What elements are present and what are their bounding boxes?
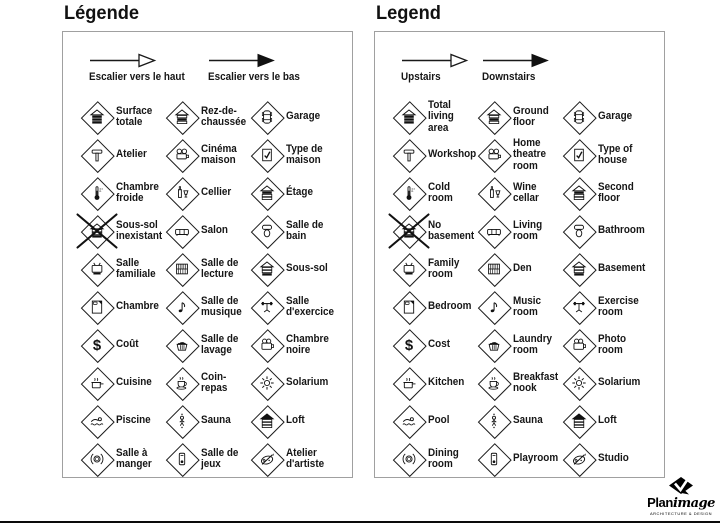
legend-item	[166, 440, 251, 478]
legend-item-label: Atelier d'artiste	[286, 446, 325, 470]
legend-item-label: Bathroom	[598, 224, 645, 237]
legend-row	[393, 364, 664, 402]
legend-item	[166, 364, 251, 402]
music-icon	[166, 291, 198, 323]
stairs-up-item	[89, 52, 195, 88]
legend-row	[393, 288, 664, 326]
legend-item-label: Solarium	[598, 376, 641, 389]
legend-item	[393, 212, 478, 250]
legend-row	[81, 174, 352, 212]
legend-item-label: Type of house	[598, 142, 633, 166]
stairs-arrows-row	[63, 52, 352, 88]
legend-item	[166, 250, 251, 288]
legend-item	[393, 402, 478, 440]
logo-text-image: image	[672, 496, 715, 511]
toilet-icon	[563, 215, 595, 247]
camera-icon	[563, 329, 595, 361]
legend-item	[478, 250, 563, 288]
stairs-down-label: Escalier vers le bas	[208, 71, 301, 83]
legend-item	[563, 364, 648, 402]
stairs-up-label: Escalier vers le haut	[89, 71, 185, 83]
legend-item-label: Coin-repas	[201, 370, 228, 394]
legend-item-label: Cinéma maison	[201, 142, 237, 166]
legend-item-label: Den	[513, 262, 532, 275]
pot-icon	[81, 367, 113, 399]
legend-item-label: Living room	[513, 218, 543, 242]
floors-loft-icon	[563, 405, 595, 437]
legend-grid-fr	[81, 98, 352, 478]
legend-item	[393, 136, 478, 174]
legend-row	[393, 250, 664, 288]
legend-item-label: Sauna	[201, 414, 231, 427]
legend-item	[166, 174, 251, 212]
laundry-icon	[166, 329, 198, 361]
thermometer-icon	[81, 177, 113, 209]
stairs-down-label: Downstairs	[482, 71, 536, 83]
legend-row	[393, 212, 664, 250]
legend-item-label: Salle familiale	[116, 256, 156, 280]
legend-panel-en	[374, 3, 665, 478]
legend-item	[478, 326, 563, 364]
legend-row	[393, 402, 664, 440]
floors-second-icon	[251, 177, 283, 209]
wine-icon	[478, 177, 510, 209]
legend-item-label: Coût	[116, 338, 139, 351]
bookshelf-icon	[166, 253, 198, 285]
floors-second-icon	[563, 177, 595, 209]
legend-item	[81, 326, 166, 364]
legend-item	[393, 98, 478, 136]
floors-basement-icon	[251, 253, 283, 285]
legend-item	[251, 174, 336, 212]
legend-item-label: Home theatre room	[513, 136, 547, 172]
legend-grid-en	[393, 98, 664, 478]
legend-item-label: Sous-sol	[286, 262, 328, 275]
toy-icon	[166, 443, 198, 475]
thermometer-icon	[393, 177, 425, 209]
tv-icon	[81, 253, 113, 285]
legend-item-label: Dining room	[428, 446, 459, 470]
legend-item-label: Cuisine	[116, 376, 152, 389]
legend-item	[478, 440, 563, 478]
sofa-icon	[166, 215, 198, 247]
legend-row	[393, 326, 664, 364]
floors-total-icon	[81, 101, 113, 133]
legend-item	[478, 136, 563, 174]
legend-item-label: No basement	[428, 218, 475, 242]
sun-icon	[251, 367, 283, 399]
floors-loft-icon	[251, 405, 283, 437]
legend-item	[251, 326, 336, 364]
legend-item	[251, 402, 336, 440]
legend-item	[563, 250, 648, 288]
stairs-down-arrow-icon	[482, 52, 550, 69]
legend-row	[81, 98, 352, 136]
legend-item-label: Salle à manger	[116, 446, 152, 470]
legend-item	[563, 326, 648, 364]
legend-item	[563, 212, 648, 250]
legend-item	[166, 288, 251, 326]
legend-row	[81, 402, 352, 440]
legend-row	[81, 440, 352, 478]
no-basement-icon	[393, 215, 425, 247]
legend-item-label: Total living area	[428, 98, 454, 134]
legend-item-label: Salle de musique	[201, 294, 242, 318]
pot-icon	[393, 367, 425, 399]
swimmer-icon	[393, 405, 425, 437]
legend-item	[81, 402, 166, 440]
legend-item-label: Music room	[513, 294, 542, 318]
legend-item-label: Second floor	[598, 180, 634, 204]
legend-item	[393, 174, 478, 212]
legend-item	[166, 326, 251, 364]
legend-row	[393, 440, 664, 478]
legend-item-label: Garage	[598, 110, 633, 123]
legend-item-label: Pool	[428, 414, 450, 427]
legend-item-label: Garage	[286, 110, 321, 123]
plate-icon	[81, 443, 113, 475]
legend-item-label: Laundry room	[513, 332, 553, 356]
laundry-icon	[478, 329, 510, 361]
legend-item-label: Basement	[598, 262, 646, 275]
legend-item	[251, 364, 336, 402]
checklist-icon	[563, 139, 595, 171]
legend-item-label: Studio	[598, 452, 629, 465]
legend-panel-fr	[62, 3, 353, 478]
legend-item-label: Piscine	[116, 414, 151, 427]
dollar-icon	[393, 329, 425, 361]
hammer-icon	[81, 139, 113, 171]
legend-item-label: Loft	[286, 414, 305, 427]
legend-row	[81, 364, 352, 402]
legend-item-label: Cost	[428, 338, 451, 351]
legend-item-label: Étage	[286, 186, 313, 199]
legend-item	[478, 364, 563, 402]
legend-item	[251, 136, 336, 174]
logo-tagline: ARCHITECTURE & DESIGN	[649, 511, 713, 516]
legend-item-label: Salle de lavage	[201, 332, 239, 356]
legend-item-label: Salle de jeux	[201, 446, 239, 470]
legend-item	[81, 440, 166, 478]
checklist-icon	[251, 139, 283, 171]
legend-item-label: Solarium	[286, 376, 329, 389]
legend-item	[563, 402, 648, 440]
stairs-up-item	[401, 52, 469, 88]
legend-row	[81, 136, 352, 174]
stairs-down-arrow-icon	[208, 52, 276, 69]
toilet-icon	[251, 215, 283, 247]
stairs-up-label: Upstairs	[401, 71, 441, 83]
legend-item	[81, 250, 166, 288]
panel-box-fr	[62, 31, 353, 478]
legend-row	[81, 250, 352, 288]
legend-item-label: Exercise room	[598, 294, 639, 318]
legend-item	[81, 212, 166, 250]
legend-item-label: Ground floor	[513, 104, 549, 128]
legend-item	[393, 440, 478, 478]
sun-icon	[563, 367, 595, 399]
legend-item-label: Playroom	[513, 452, 559, 465]
legend-item	[563, 174, 648, 212]
legend-row	[81, 212, 352, 250]
legend-item-label: Type de maison	[286, 142, 323, 166]
floors-ground-icon	[166, 101, 198, 133]
legend-item	[563, 136, 648, 174]
exercise-icon	[251, 291, 283, 323]
legend-item-label: Breakfast nook	[513, 370, 559, 394]
legend-item	[166, 98, 251, 136]
planimage-wordmark	[646, 496, 716, 510]
stairs-up-arrow-icon	[401, 52, 469, 69]
legend-item-label: Kitchen	[428, 376, 465, 389]
legend-item-label: Bedroom	[428, 300, 472, 313]
legend-item-label: Salle d'exercice	[286, 294, 335, 318]
legend-item-label: Atelier	[116, 148, 147, 161]
legend-item	[478, 402, 563, 440]
legend-item-label: Loft	[598, 414, 617, 427]
legend-item	[478, 288, 563, 326]
legend-item-label: Rez-de-chaussée	[201, 104, 247, 128]
legend-item	[393, 326, 478, 364]
planimage-logo	[646, 477, 716, 516]
legend-item-label: Sous-sol inexistant	[116, 218, 163, 242]
legend-item	[393, 364, 478, 402]
panel-box-en	[374, 31, 665, 478]
legend-item	[393, 250, 478, 288]
projector-icon	[478, 139, 510, 171]
legend-item	[166, 136, 251, 174]
cup-icon	[166, 367, 198, 399]
legend-row	[393, 136, 664, 174]
stairs-up-arrow-icon	[89, 52, 157, 69]
hammer-icon	[393, 139, 425, 171]
sauna-person-icon	[478, 405, 510, 437]
bookshelf-icon	[478, 253, 510, 285]
legend-item	[81, 288, 166, 326]
legend-item-label: Photo room	[598, 332, 627, 356]
legend-item-label: Workshop	[428, 148, 477, 161]
legend-item	[563, 98, 648, 136]
no-basement-icon	[81, 215, 113, 247]
legend-item	[478, 98, 563, 136]
legend-item-label: Wine cellar	[513, 180, 539, 204]
legend-item	[251, 98, 336, 136]
legend-item	[393, 288, 478, 326]
floors-basement-icon	[563, 253, 595, 285]
legend-item	[81, 136, 166, 174]
bed-icon	[81, 291, 113, 323]
camera-icon	[251, 329, 283, 361]
sauna-person-icon	[166, 405, 198, 437]
sofa-icon	[478, 215, 510, 247]
palette-icon	[563, 443, 595, 475]
exercise-icon	[563, 291, 595, 323]
legend-item	[251, 250, 336, 288]
tv-icon	[393, 253, 425, 285]
legend-item-label: Cold room	[428, 180, 453, 204]
legend-item	[81, 364, 166, 402]
floors-total-icon	[393, 101, 425, 133]
legend-item	[251, 440, 336, 478]
legend-item-label: Cellier	[201, 186, 232, 199]
palette-icon	[251, 443, 283, 475]
car-icon	[563, 101, 595, 133]
stairs-arrows-row	[375, 52, 664, 88]
bed-icon	[393, 291, 425, 323]
projector-icon	[166, 139, 198, 171]
legend-item	[251, 288, 336, 326]
legend-row	[81, 326, 352, 364]
legend-item	[563, 440, 648, 478]
dollar-icon	[81, 329, 113, 361]
legend-item	[251, 212, 336, 250]
legend-item	[478, 212, 563, 250]
legend-row	[81, 288, 352, 326]
swimmer-icon	[81, 405, 113, 437]
logo-text-plan: Plan	[647, 495, 673, 510]
stairs-down-item	[482, 52, 550, 88]
legend-item-label: Family room	[428, 256, 460, 280]
legend-item	[478, 174, 563, 212]
cup-icon	[478, 367, 510, 399]
legend-item	[166, 212, 251, 250]
legend-item-label: Salle de bain	[286, 218, 324, 242]
floors-ground-icon	[478, 101, 510, 133]
wine-icon	[166, 177, 198, 209]
panel-title-fr: Légende	[64, 3, 139, 24]
legend-item-label: Salon	[201, 224, 228, 237]
panel-title-en: Legend	[376, 3, 441, 24]
music-icon	[478, 291, 510, 323]
legend-item-label: Chambre noire	[286, 332, 329, 356]
legend-item-label: Surface totale	[116, 104, 153, 128]
legend-item-label: Sauna	[513, 414, 543, 427]
legend-row	[393, 174, 664, 212]
plate-icon	[393, 443, 425, 475]
stairs-down-item	[208, 52, 310, 88]
car-icon	[251, 101, 283, 133]
legend-item-label: Chambre	[116, 300, 159, 313]
legend-row	[393, 98, 664, 136]
legend-item-label: Salle de lecture	[201, 256, 239, 280]
legend-item	[166, 402, 251, 440]
legend-item-label: Chambre froide	[116, 180, 159, 204]
toy-icon	[478, 443, 510, 475]
legend-item	[81, 98, 166, 136]
legend-item	[563, 288, 648, 326]
legend-item	[81, 174, 166, 212]
